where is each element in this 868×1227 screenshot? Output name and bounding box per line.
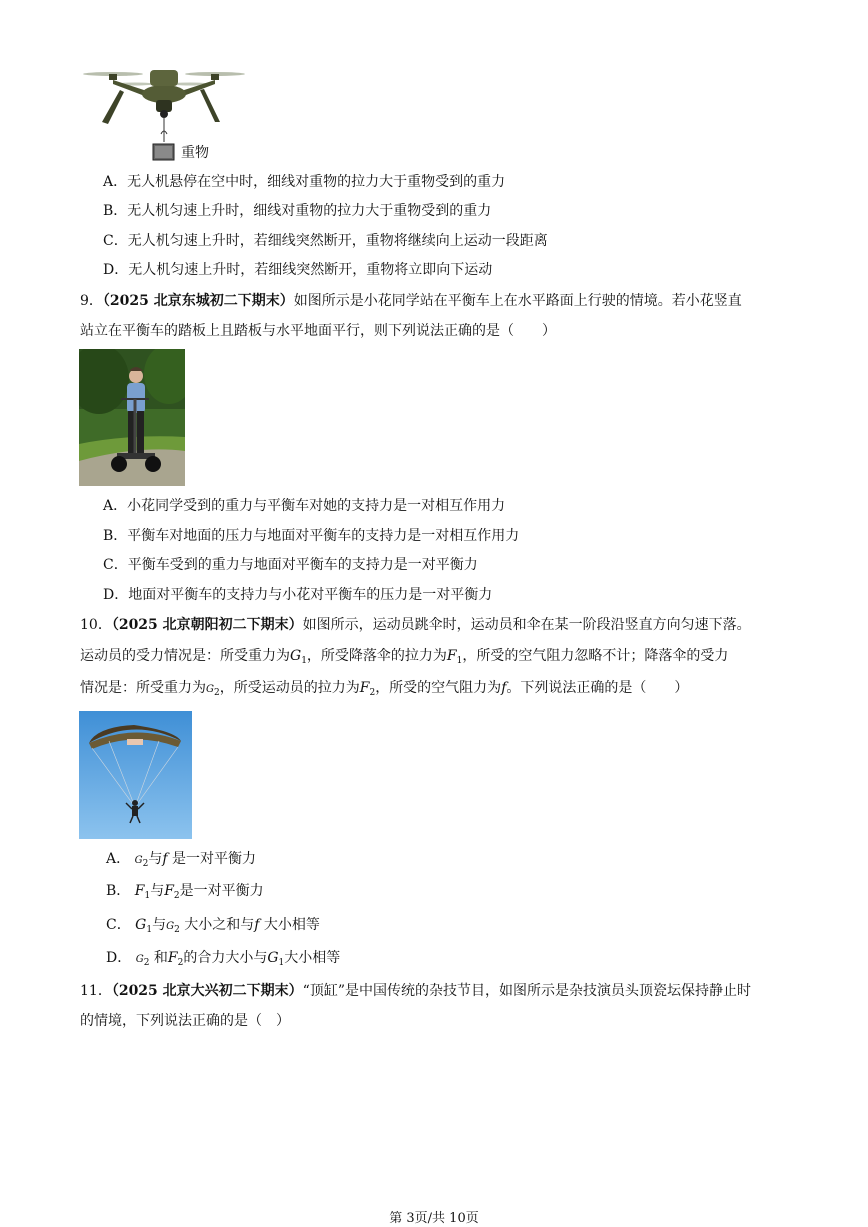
question-source: （2025 北京东城初二下期末） bbox=[102, 293, 294, 309]
q8-option-d[interactable] bbox=[103, 260, 492, 280]
question-number: 11． bbox=[80, 983, 112, 999]
q8-option-a[interactable] bbox=[103, 172, 505, 192]
stem-text: 如图所示，运动员跳伞时，运动员和伞在某一阶段沿竖直方向匀速下落。 bbox=[302, 617, 751, 633]
q10-stem-line3: 情况是：所受重力为$G_2$，所受运动员的拉力为$F_2$，所受的空气阻力为f。下列说法正确的是（ ） bbox=[80, 680, 689, 698]
option-letter: C． bbox=[103, 557, 128, 573]
question-number: 9． bbox=[80, 293, 103, 309]
q9-option-d[interactable] bbox=[103, 585, 492, 605]
option-letter: A． bbox=[103, 498, 128, 514]
option-text: 无人机匀速上升时，细线对重物的拉力大于重物受到的重力 bbox=[127, 203, 492, 219]
option-text: 平衡车对地面的压力与地面对平衡车的支持力是一对相互作用力 bbox=[127, 528, 520, 544]
q8-option-b[interactable] bbox=[103, 201, 491, 221]
question-source: （2025 北京朝阳初二下期末） bbox=[111, 617, 303, 633]
segway-photo bbox=[79, 349, 185, 486]
drone-figure bbox=[80, 62, 260, 164]
option-text: 无人机悬停在空中时，细线对重物的拉力大于重物受到的重力 bbox=[127, 174, 506, 190]
q8-option-c[interactable] bbox=[103, 231, 548, 251]
option-text: 小花同学受到的重力与平衡车对她的支持力是一对相互作用力 bbox=[127, 498, 506, 514]
option-letter: B． bbox=[103, 203, 128, 219]
q11-stem-line1 bbox=[80, 981, 751, 1001]
stem-text: “顶缸”是中国传统的杂技节目，如图所示是杂技演员头顶瓷坛保持静止时 bbox=[302, 983, 751, 999]
option-text: 无人机匀速上升时，若细线突然断开，重物将继续向上运动一段距离 bbox=[127, 233, 548, 249]
q9-stem-line2: 站立在平衡车的踏板上且踏板与水平地面平行，则下列说法正确的是（ ） bbox=[80, 323, 556, 339]
option-letter: D． bbox=[103, 587, 129, 603]
page-footer: 第 3页/共 10页 bbox=[389, 1211, 479, 1226]
parachute-photo bbox=[79, 711, 192, 839]
q11-stem-line2: 的情境，下列说法正确的是（ ） bbox=[80, 1013, 290, 1029]
q10-option-a[interactable]: A． $G_2$与f 是一对平衡力 bbox=[106, 851, 256, 869]
q9-stem-line1 bbox=[80, 291, 742, 311]
stem-text: 如图所示是小花同学站在平衡车上在水平路面上行驶的情境。若小花竖直 bbox=[293, 293, 742, 309]
q10-option-c[interactable]: C． $G_1$与$G_2$ 大小之和与f 大小相等 bbox=[106, 917, 320, 935]
option-text: 地面对平衡车的支持力与小花对平衡车的压力是一对平衡力 bbox=[128, 587, 493, 603]
option-text: 平衡车受到的重力与地面对平衡车的支持力是一对平衡力 bbox=[127, 557, 478, 573]
q9-option-c[interactable] bbox=[103, 555, 478, 575]
question-number: 10． bbox=[80, 617, 112, 633]
q9-option-a[interactable] bbox=[103, 496, 505, 516]
q10-stem-line1 bbox=[80, 615, 751, 635]
drone-image bbox=[80, 62, 260, 164]
q10-option-d[interactable]: D． $G_2$ 和$F_2$的合力大小与$G_1$大小相等 bbox=[106, 950, 341, 968]
q9-option-b[interactable] bbox=[103, 526, 519, 546]
q10-option-b[interactable]: B． $F_1$与$F_2$是一对平衡力 bbox=[106, 883, 264, 901]
option-text: 无人机匀速上升时，若细线突然断开，重物将立即向下运动 bbox=[128, 262, 493, 278]
option-letter: B． bbox=[103, 528, 128, 544]
weight-label: 重物 bbox=[181, 145, 209, 161]
option-letter: C． bbox=[103, 233, 128, 249]
question-source: （2025 北京大兴初二下期末） bbox=[111, 983, 303, 999]
q10-stem-line2: 运动员的受力情况是：所受重力为$G_1$，所受降落伞的拉力为$F_1$，所受的空气阻力忽略不计；降落伞的受力 bbox=[80, 648, 729, 666]
option-letter: A． bbox=[103, 174, 128, 190]
option-letter: D． bbox=[103, 262, 129, 278]
